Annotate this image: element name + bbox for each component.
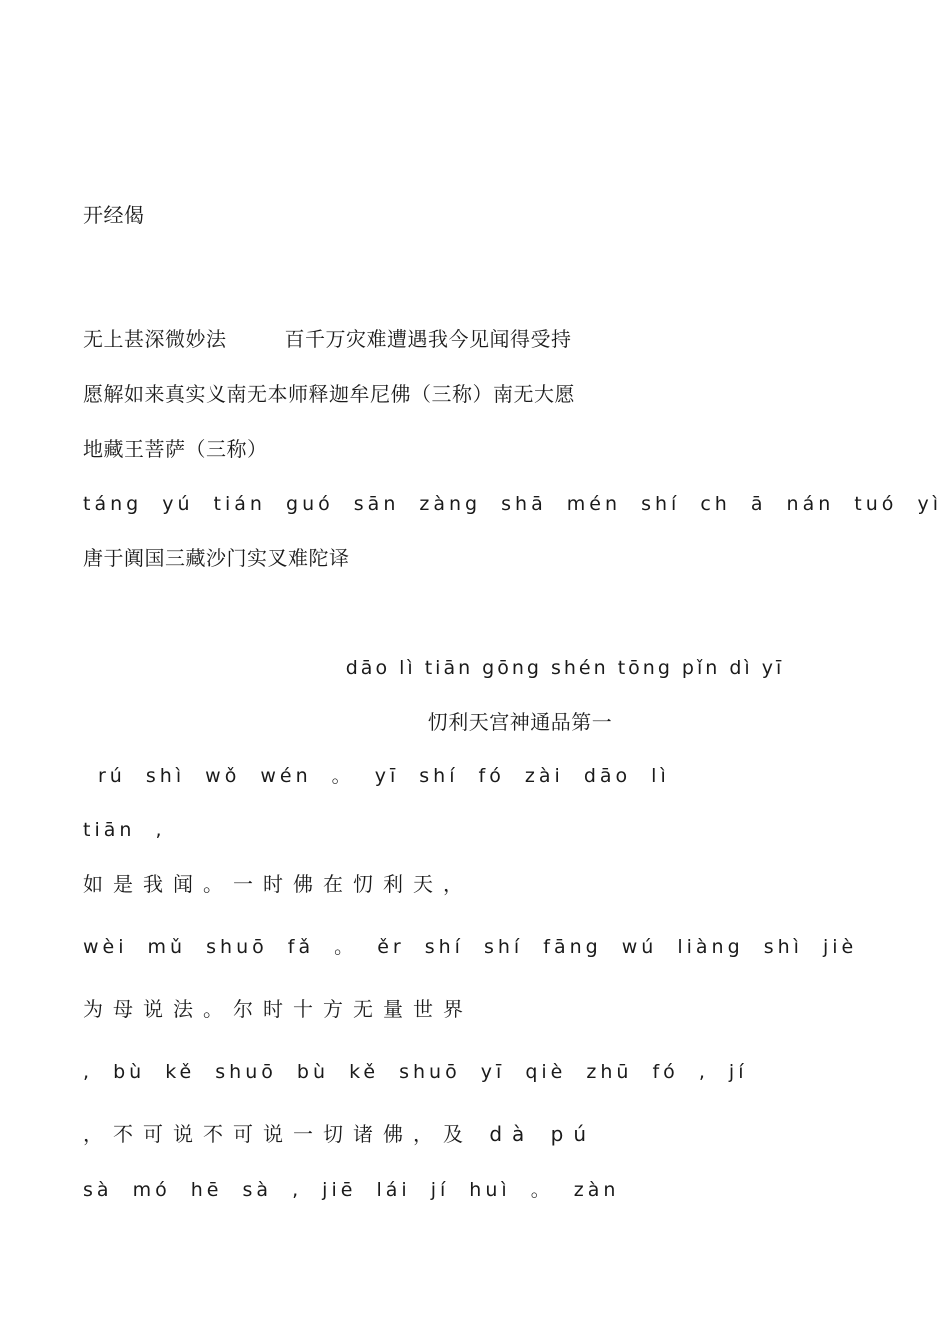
chapter-title: 忉利天宫神通品第一: [427, 710, 613, 734]
body-line-5: 为母说法。尔时十方无量世界: [83, 997, 473, 1021]
chapter-pinyin: dāo lì tiān gōng shén tōng pǐn dì yī: [345, 657, 785, 679]
verse-line-1-a: 无上甚深微妙法: [83, 327, 227, 351]
verse-line-1: [83, 326, 572, 352]
verse-line-3: 地藏王菩萨（三称）: [83, 437, 268, 461]
body-line-2: tiān ,: [83, 819, 166, 841]
body-line-8: sà mó hē sà , jiē lái jí huì 。 zàn: [83, 1179, 620, 1201]
translator-pinyin: táng yú tián guó sān zàng shā mén shí ch ā nán tuó yì: [83, 493, 942, 515]
body-line-4: wèi mǔ shuō fǎ 。 ěr shí shí fāng wú liàng shì jiè: [83, 936, 858, 958]
body-line-1: rú shì wǒ wén 。 yī shí fó zài dāo lì: [98, 765, 670, 787]
verse-line-2: 愿解如来真实义南无本师释迦牟尼佛（三称）南无大愿: [83, 382, 575, 406]
body-line-6: , bù kě shuō bù kě shuō yī qiè zhū fó , jí: [83, 1061, 748, 1083]
heading: 开经偈: [83, 203, 145, 227]
verse-line-1-b: 百千万灾难遭遇我今见闻得受持: [284, 327, 572, 351]
translator-line: 唐于阗国三藏沙门实叉难陀译: [83, 546, 350, 570]
body-line-7: ，不可说不可说一切诸佛，及 dà pú: [83, 1122, 597, 1146]
body-line-3: 如是我闻。一时佛在忉利天，: [83, 872, 473, 896]
